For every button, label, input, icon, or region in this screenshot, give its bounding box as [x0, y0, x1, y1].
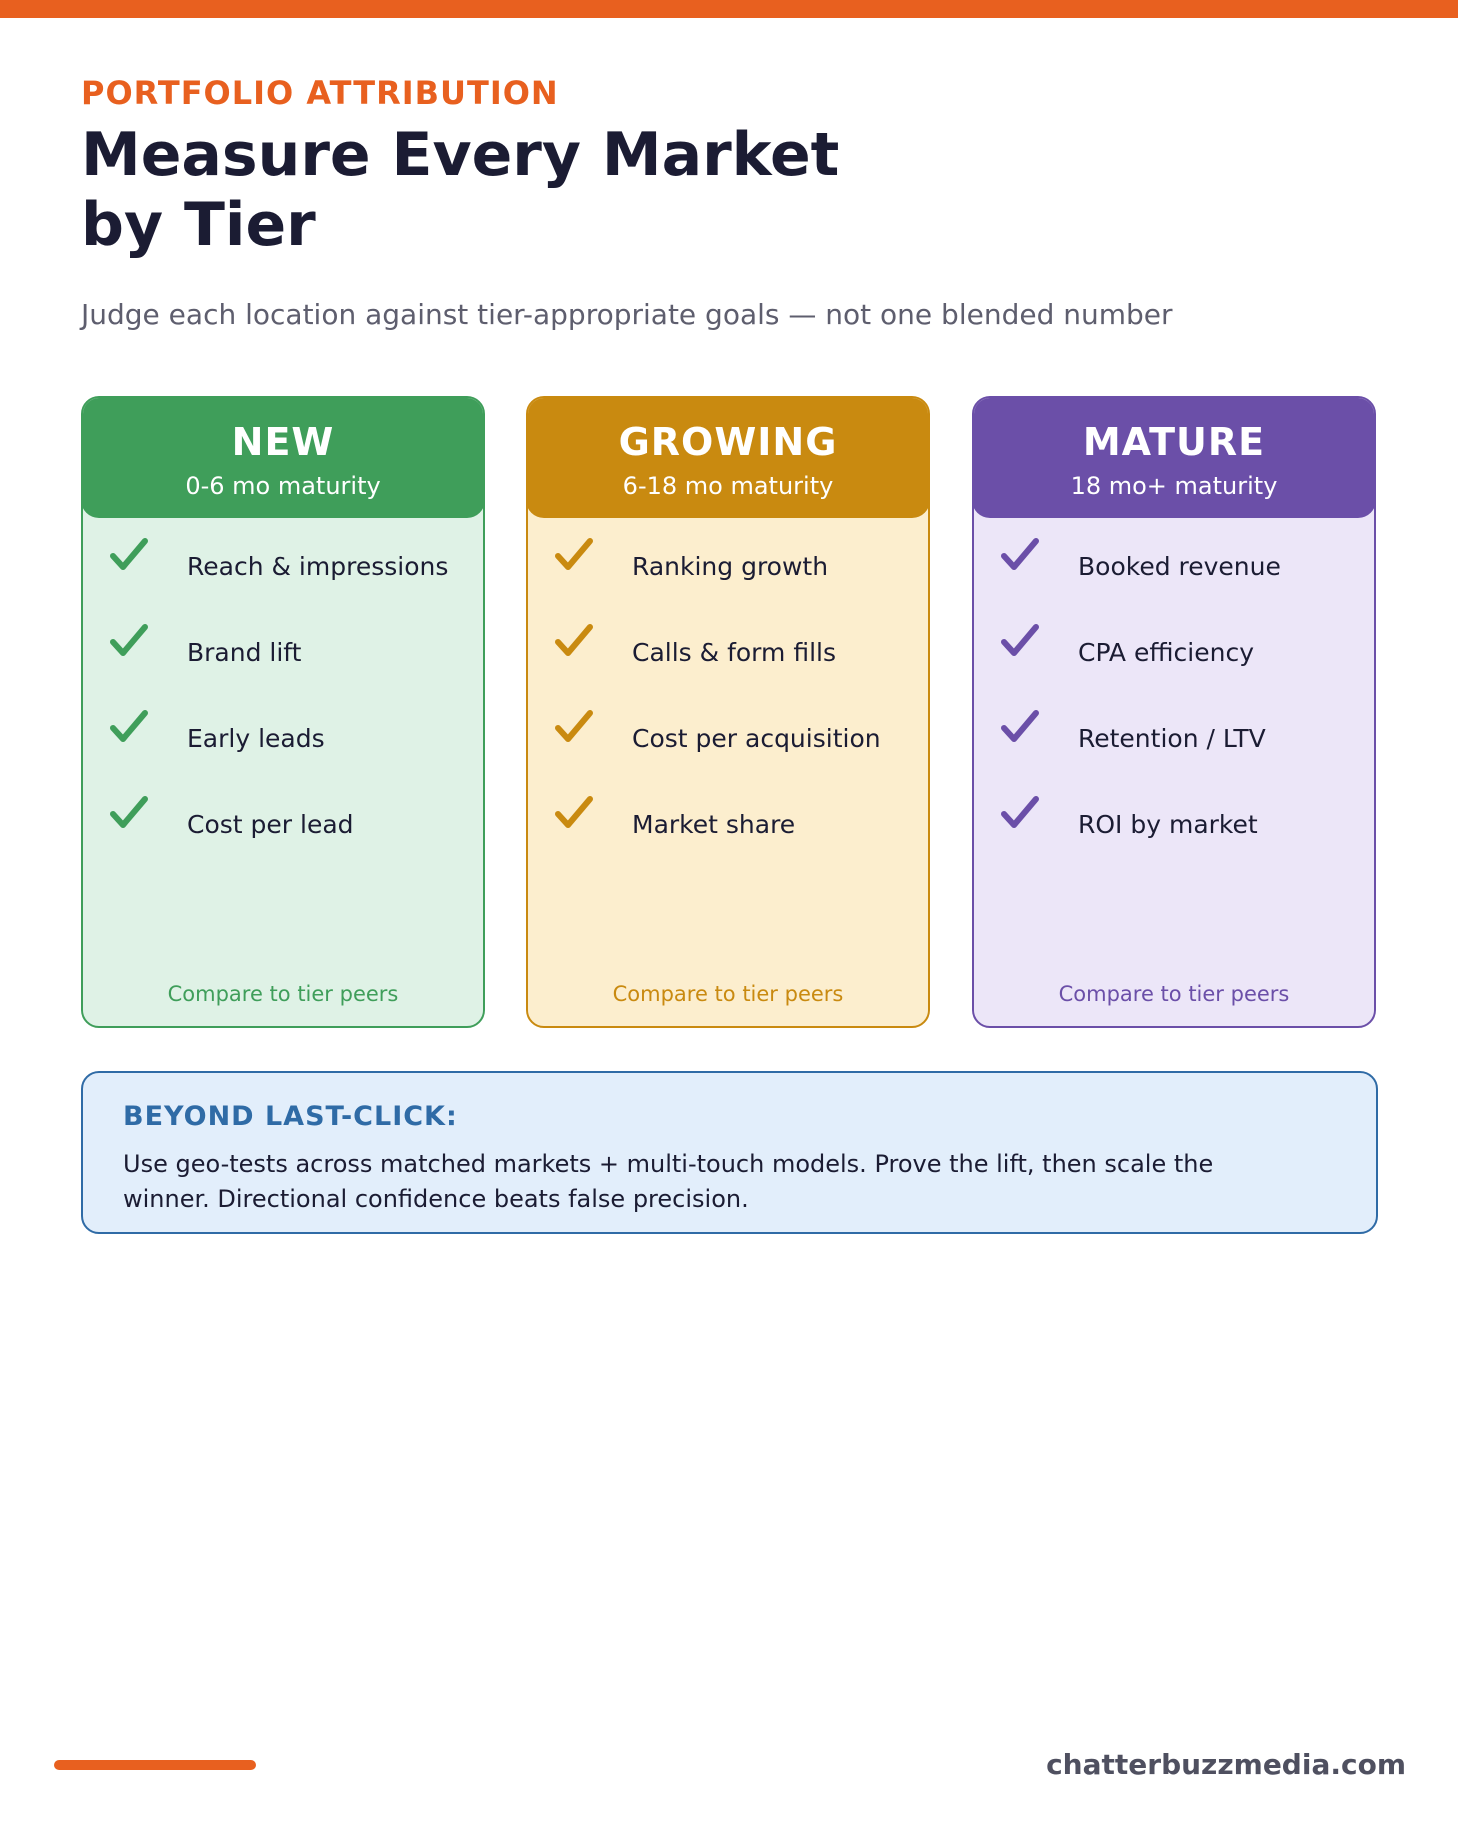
tier-item: [1000, 536, 1360, 584]
page-subtitle: Judge each location against tier-appropriate goals — not one blended number: [81, 298, 1173, 331]
checkmark-icon: [1000, 708, 1040, 746]
checkmark-icon: [109, 536, 149, 574]
tier-item-label: Calls & form fills: [632, 638, 836, 667]
tier-footer-note: Compare to tier peers: [167, 982, 399, 1006]
checkmark-icon: [554, 536, 594, 574]
callout-box: [81, 1071, 1378, 1234]
checkmark-icon: [554, 794, 594, 832]
tier-maturity: 0-6 mo maturity: [185, 472, 381, 500]
tier-title: MATURE: [1082, 420, 1266, 464]
tier-item: [554, 708, 914, 756]
tier-item: [554, 794, 914, 842]
checkmark-icon: [1000, 794, 1040, 832]
tier-item-label: Brand lift: [187, 638, 302, 667]
tier-title: NEW: [231, 420, 335, 464]
page-title: Measure Every Market by Tier: [81, 120, 840, 260]
eyebrow-label: PORTFOLIO ATTRIBUTION: [81, 74, 559, 112]
tier-footer-note: Compare to tier peers: [1058, 982, 1290, 1006]
tier-card-header: [81, 396, 485, 518]
tier-item-label: CPA efficiency: [1078, 638, 1254, 667]
tier-card-new: [81, 396, 485, 1028]
tier-item: [554, 622, 914, 670]
tier-item: [1000, 708, 1360, 756]
tier-item-label: Reach & impressions: [187, 552, 449, 581]
top-accent-bar: [0, 0, 1458, 18]
tier-item: [109, 536, 469, 584]
tier-item: [554, 536, 914, 584]
bottom-accent-bar: [54, 1760, 256, 1770]
tier-item: [109, 794, 469, 842]
checkmark-icon: [554, 622, 594, 660]
tier-item-label: Market share: [632, 810, 796, 839]
checkmark-icon: [109, 794, 149, 832]
tier-card-header: [526, 396, 930, 518]
tier-item-label: Booked revenue: [1078, 552, 1281, 581]
footer-domain: chatterbuzzmedia.com: [1046, 1748, 1406, 1781]
tier-footer-note: Compare to tier peers: [612, 982, 844, 1006]
tier-item-label: Early leads: [187, 724, 325, 753]
tier-maturity: 18 mo+ maturity: [1070, 472, 1278, 500]
callout-body: Use geo-tests across matched markets + multi-touch models. Prove the lift, then scale the winner. Directional confidence beats false precision.: [123, 1150, 1214, 1213]
tier-item: [1000, 622, 1360, 670]
tier-item-label: Cost per acquisition: [632, 724, 881, 753]
tier-card-header: [972, 396, 1376, 518]
tier-item-label: ROI by market: [1078, 810, 1258, 839]
tier-item-label: Cost per lead: [187, 810, 354, 839]
checkmark-icon: [1000, 536, 1040, 574]
tier-card-mature: [972, 396, 1376, 1028]
callout-title: BEYOND LAST-CLICK:: [123, 1101, 458, 1132]
checkmark-icon: [1000, 622, 1040, 660]
tier-item: [109, 708, 469, 756]
tier-item-label: Retention / LTV: [1078, 724, 1266, 753]
checkmark-icon: [109, 708, 149, 746]
tier-maturity: 6-18 mo maturity: [622, 472, 834, 500]
tier-title: GROWING: [618, 420, 838, 464]
tier-item: [1000, 794, 1360, 842]
tier-item: [109, 622, 469, 670]
checkmark-icon: [554, 708, 594, 746]
tier-item-label: Ranking growth: [632, 552, 829, 581]
checkmark-icon: [109, 622, 149, 660]
tier-card-growing: [526, 396, 930, 1028]
